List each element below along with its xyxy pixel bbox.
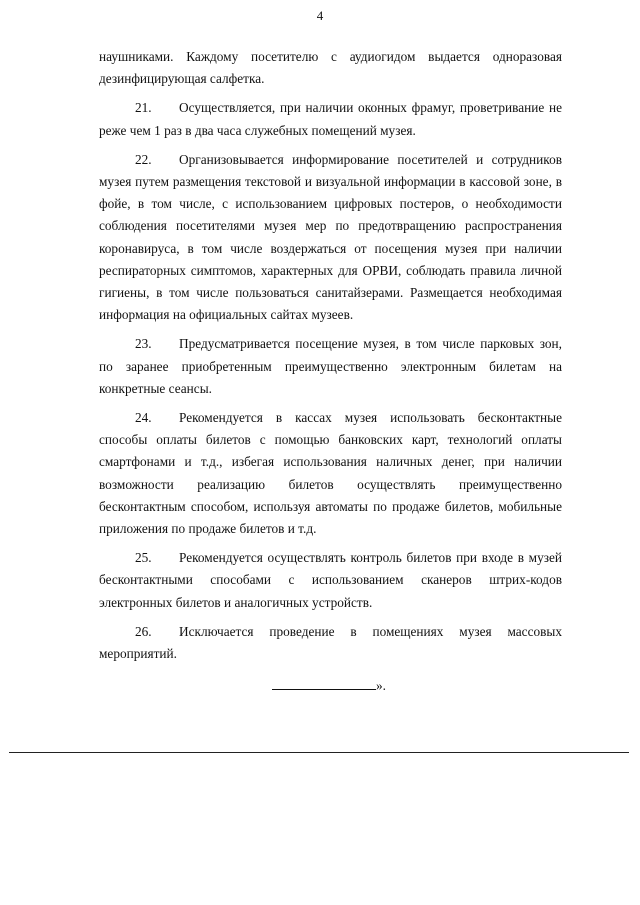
document-body bbox=[99, 46, 562, 672]
blank-underline bbox=[272, 677, 376, 690]
clause-text: Осуществляется, при наличии оконных фрамуг, проветривание не реже чем 1 раз в два часа служебных помещений музея. bbox=[99, 100, 562, 138]
page-number: 4 bbox=[316, 8, 324, 23]
clause-text: Рекомендуется в кассах музея использовать бесконтактные способы оплаты билетов с помощью банковских карт, технологий оплаты смартфонами и т.д., избегая использования наличных денег, при наличии возможности реализацию билетов осуществлять преимущественно бесконтактным способом, используя автоматы по продаже билетов, мобильные приложения по продаже билетов и т.д. bbox=[99, 410, 562, 537]
clause-number: 26. bbox=[135, 623, 152, 639]
clause-number: 21. bbox=[135, 100, 152, 116]
clause-text: Предусматривается посещение музея, в том числе парковых зон, по заранее приобретенным преимущественно электронным билетам на конкретные сеансы. bbox=[99, 336, 562, 396]
page-divider bbox=[9, 752, 629, 753]
clause-text: Рекомендуется осуществлять контроль билетов при входе в музей бесконтактными способами с использованием сканеров штрих-кодов электронных билетов и аналогичных устройств. bbox=[99, 550, 562, 610]
closing-line bbox=[272, 676, 386, 696]
clause-number: 25. bbox=[135, 550, 152, 566]
clause-number: 24. bbox=[135, 410, 152, 426]
clause-24 bbox=[99, 407, 562, 540]
clause-text: Организовывается информирование посетителей и сотрудников музея путем размещения текстовой и визуальной информации в кассовой зоне, в фойе, в том числе, с использованием цифровых постеров, о необходимости соблюдения посетителями музея мер по предотвращению распространения коронавируса, в том числе воздержаться от посещения музея при наличии респираторных симптомов, характерных для ОРВИ, соблюдать правила личной гигиены, в том числе пользоваться санитайзерами. Размещается необходимая информация на официальных сайтах музеев. bbox=[99, 151, 562, 323]
clause-25 bbox=[99, 547, 562, 614]
clause-22 bbox=[99, 149, 562, 327]
clause-26 bbox=[99, 621, 562, 665]
closing-quote-mark: ». bbox=[376, 678, 386, 693]
clause-21 bbox=[99, 97, 562, 141]
clause-number: 22. bbox=[135, 151, 152, 167]
intro-paragraph: наушниками. Каждому посетителю с аудиогидом выдается одноразовая дезинфицирующая салфетка. bbox=[99, 49, 562, 87]
clause-23 bbox=[99, 333, 562, 400]
clause-text: Исключается проведение в помещениях музея массовых мероприятий. bbox=[99, 623, 562, 662]
clause-number: 23. bbox=[135, 336, 152, 352]
